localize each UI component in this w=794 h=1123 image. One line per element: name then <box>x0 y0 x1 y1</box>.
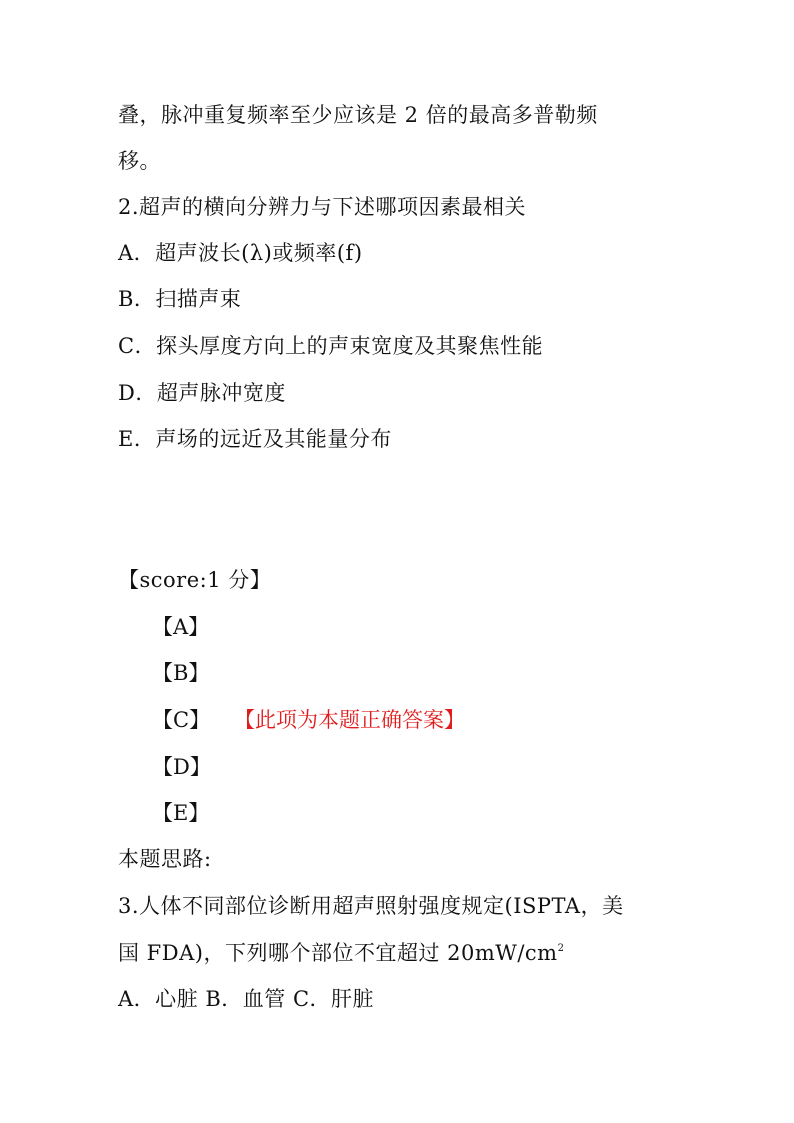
q1-tail-line1: 叠，脉冲重复频率至少应该是 2 倍的最高多普勒频 <box>118 103 598 127</box>
answer-choice-a[interactable]: 【A】 <box>152 615 210 639</box>
q2-option-a: A．超声波长(λ)或频率(f) <box>118 241 363 265</box>
correct-answer-note: 【此项为本题正确答案】 <box>234 708 465 732</box>
q2-option-c: C．探头厚度方向上的声束宽度及其聚焦性能 <box>118 334 544 358</box>
q3-unit-superscript: 2 <box>557 943 565 954</box>
answer-choice-c[interactable]: 【C】 <box>152 708 211 732</box>
answer-choice-e[interactable]: 【E】 <box>152 801 210 825</box>
q3-stem-line1: 3.人体不同部位诊断用超声照射强度规定(ISPTA，美 <box>118 894 624 918</box>
q3-stem-line2-text: 国 FDA)，下列哪个部位不宜超过 20mW/cm <box>118 941 558 965</box>
answer-choice-b[interactable]: 【B】 <box>152 661 210 685</box>
q2-option-b: B．扫描声束 <box>118 287 242 311</box>
q2-stem: 2.超声的横向分辨力与下述哪项因素最相关 <box>118 195 527 219</box>
q2-option-e: E．声场的远近及其能量分布 <box>118 427 392 451</box>
q3-options-line: A．心脏 B．血管 C．肝脏 <box>118 987 375 1011</box>
answer-choice-d[interactable]: 【D】 <box>152 755 211 779</box>
score-label: 【score:1 分】 <box>118 568 272 592</box>
q1-tail-line2: 移。 <box>118 149 161 173</box>
q2-option-d: D．超声脉冲宽度 <box>118 381 286 405</box>
q3-stem-line2 <box>118 938 564 968</box>
explanation-label: 本题思路: <box>118 847 212 871</box>
